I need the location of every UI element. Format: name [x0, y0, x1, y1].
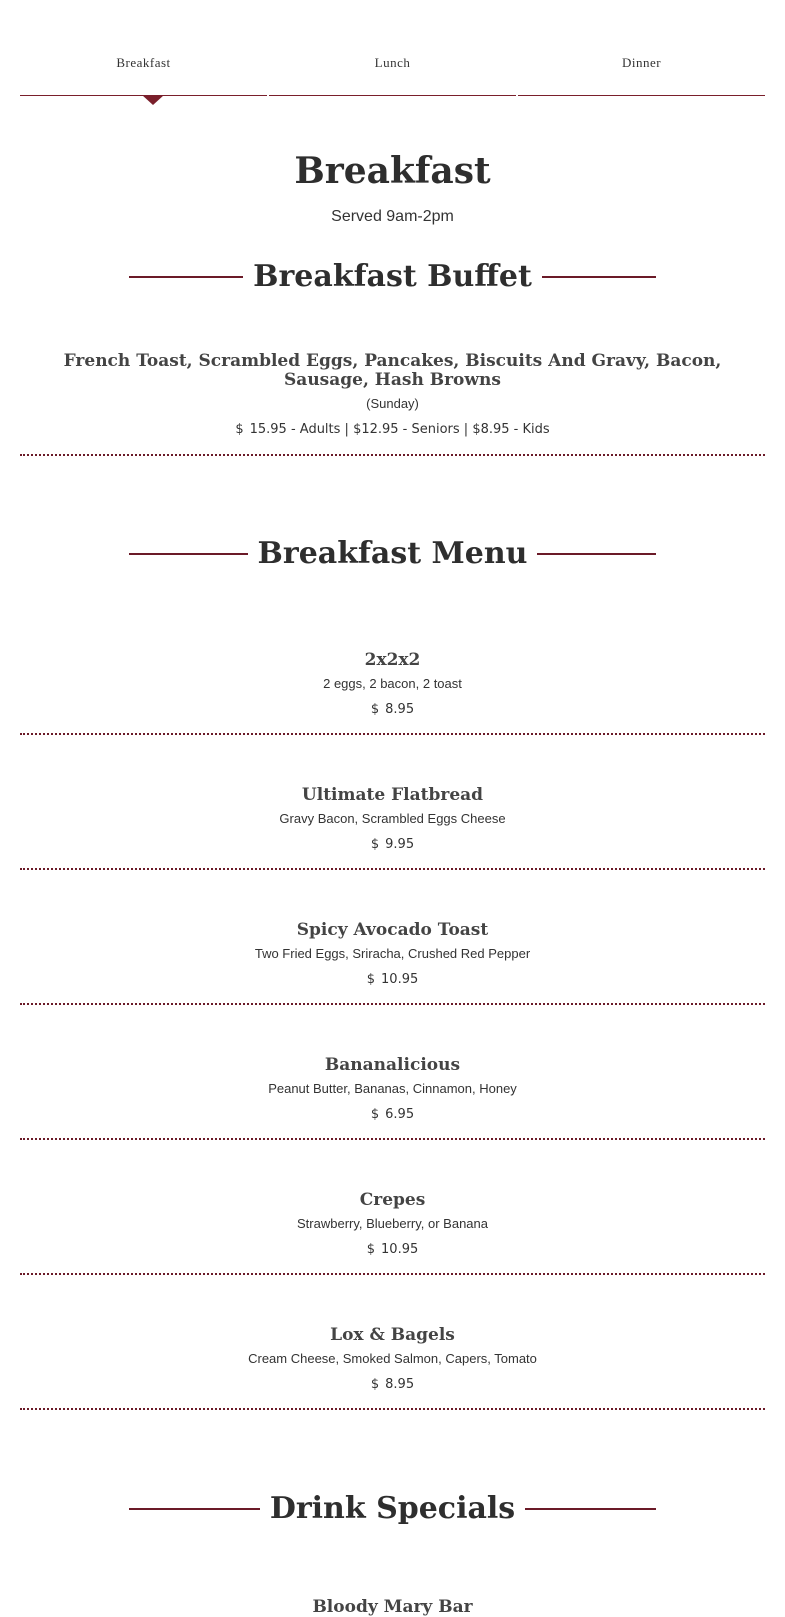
- currency-symbol: $: [370, 837, 380, 852]
- item-price: [20, 971, 765, 989]
- menu-item-lox-and-bagels: [20, 1326, 765, 1394]
- item-name: Crepes: [359, 1190, 426, 1210]
- item-name: Ultimate Flatbread: [301, 785, 484, 805]
- item-price: [20, 1376, 765, 1394]
- currency-symbol: $: [366, 1242, 376, 1257]
- item-name: Bloody Mary Bar: [312, 1597, 473, 1617]
- price-value: 6.95: [385, 1107, 415, 1122]
- item-name: Bananalicious: [324, 1055, 461, 1075]
- section-title: Drink Specials: [269, 1491, 516, 1526]
- item-name: French Toast, Scrambled Eggs, Pancakes, Biscuits And Gravy, Bacon, Sausage, Hash Browns: [63, 351, 722, 390]
- section-rule-right: [542, 276, 656, 278]
- item-description: Strawberry, Blueberry, or Banana: [297, 1216, 488, 1231]
- item-description: Gravy Bacon, Scrambled Eggs Cheese: [279, 811, 506, 826]
- price-value: 8.95: [385, 702, 415, 717]
- active-tab-indicator: [142, 95, 164, 105]
- section-title: Breakfast Buffet: [253, 259, 532, 294]
- item-divider: [20, 1273, 765, 1275]
- item-price: [20, 1106, 765, 1124]
- tab-label: Lunch: [374, 55, 411, 70]
- item-description: 2 eggs, 2 bacon, 2 toast: [323, 676, 462, 691]
- item-divider: [20, 454, 765, 456]
- price-value: 9.95: [385, 837, 415, 852]
- menu-item-spicy-avocado-toast: [20, 921, 765, 989]
- item-divider: [20, 1408, 765, 1410]
- item-divider: [20, 868, 765, 870]
- tab-breakfast[interactable]: [20, 0, 267, 96]
- item-name: 2x2x2: [364, 650, 421, 670]
- tab-lunch[interactable]: [269, 0, 516, 96]
- item-description: Two Fried Eggs, Sriracha, Crushed Red Pepper: [254, 946, 531, 961]
- section-rule-left: [129, 276, 243, 278]
- section-header-breakfast-menu: [129, 536, 656, 571]
- item-divider: [20, 1138, 765, 1140]
- currency-symbol: $: [370, 1377, 380, 1392]
- item-name: Spicy Avocado Toast: [296, 920, 489, 940]
- section-rule-left: [129, 553, 248, 555]
- item-price: [20, 836, 765, 854]
- item-description: Cream Cheese, Smoked Salmon, Capers, Tomato: [248, 1351, 537, 1366]
- item-price: [20, 701, 765, 719]
- menu-item-crepes: [20, 1191, 765, 1259]
- page-subtitle: Served 9am-2pm: [331, 208, 454, 225]
- currency-symbol: $: [235, 422, 244, 437]
- menu-tabs: [20, 0, 765, 96]
- item-price: [20, 1241, 765, 1259]
- menu-item-bananalicious: [20, 1056, 765, 1124]
- item-description: (Sunday): [366, 396, 419, 411]
- price-value: 15.95 - Adults | $12.95 - Seniors | $8.95 - Kids: [249, 422, 550, 437]
- item-divider: [20, 733, 765, 735]
- tab-dinner[interactable]: [518, 0, 765, 96]
- tab-label: Dinner: [621, 55, 662, 70]
- tab-label: Breakfast: [116, 55, 171, 70]
- menu-item-2x2x2: [20, 651, 765, 719]
- price-value: 10.95: [381, 972, 419, 987]
- section-header-breakfast-buffet: [129, 259, 656, 294]
- price-value: 10.95: [381, 1242, 419, 1257]
- item-divider: [20, 1003, 765, 1005]
- currency-symbol: $: [366, 972, 376, 987]
- section-header-drink-specials: [129, 1491, 656, 1526]
- section-rule-left: [129, 1508, 260, 1510]
- item-price: [20, 421, 765, 439]
- menu-item-breakfast-buffet: [20, 352, 765, 439]
- currency-symbol: $: [370, 1107, 380, 1122]
- item-name: Lox & Bagels: [330, 1325, 455, 1345]
- menu-item-ultimate-flatbread: [20, 786, 765, 854]
- section-title: Breakfast Menu: [257, 536, 528, 571]
- currency-symbol: $: [370, 702, 380, 717]
- item-description: Peanut Butter, Bananas, Cinnamon, Honey: [268, 1081, 517, 1096]
- section-rule-right: [525, 1508, 656, 1510]
- section-rule-right: [537, 553, 656, 555]
- price-value: 8.95: [385, 1377, 415, 1392]
- page-title: Breakfast: [294, 150, 491, 192]
